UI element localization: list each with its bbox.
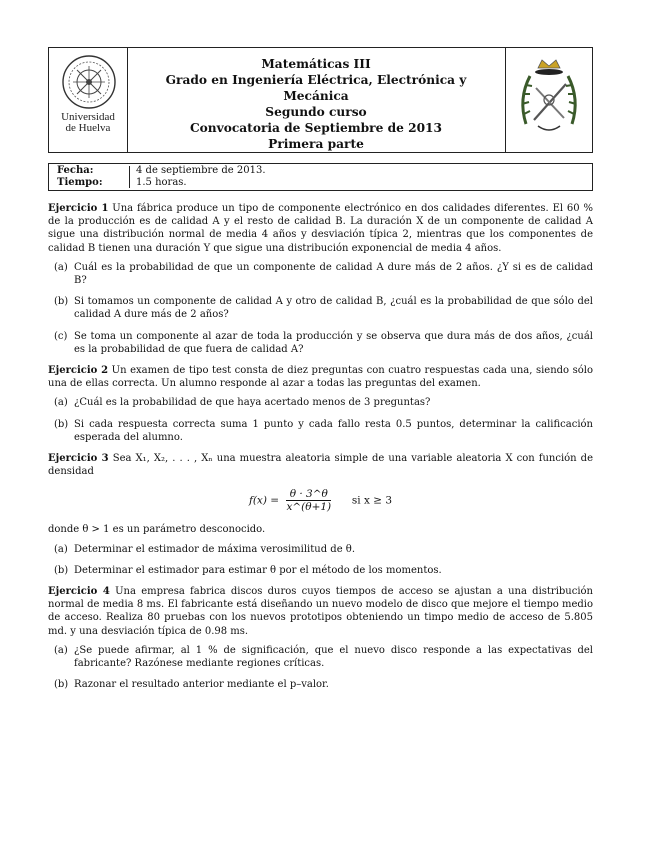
- course-year: Segundo curso: [265, 105, 367, 119]
- exam-content: [48, 202, 593, 699]
- item-text: Cuál es la probabilidad de que un componente de calidad A dure más de 2 años. ¿Y si es de calidad B?: [74, 261, 593, 287]
- exercise-2: [48, 364, 593, 444]
- header-divider-left: [127, 48, 128, 152]
- exercise-statement: Un examen de tipo test consta de diez preguntas con cuatro respuestas cada una, siendo sólo una de ellas correcta. Un alumno responde al azar a todas las preguntas del examen.: [48, 365, 593, 390]
- formula-numerator: θ · 3^θ: [286, 488, 331, 501]
- item-tag: (a): [54, 644, 68, 656]
- exercise-item: [48, 678, 593, 691]
- exercise-item: [48, 418, 593, 444]
- exam-info: [48, 163, 593, 191]
- exercise-statement: Sea X₁, X₂, . . . , Xₙ una muestra aleatoria simple de una variable aleatoria X con función de densidad: [48, 453, 594, 478]
- formula-condition: si x ≥ 3: [351, 494, 393, 507]
- exercise-4: [48, 585, 593, 691]
- item-text: Determinar el estimador para estimar θ por el método de los momentos.: [74, 564, 442, 576]
- exam-part: Primera parte: [268, 137, 364, 151]
- item-text: ¿Cuál es la probabilidad de que haya acertado menos de 3 preguntas?: [74, 397, 431, 409]
- time-label: Tiempo:: [57, 177, 103, 188]
- formula-denominator: x^(θ+1): [286, 501, 332, 514]
- item-tag: (b): [54, 564, 69, 576]
- item-tag: (b): [54, 679, 69, 691]
- item-text: Si tomamos un componente de calidad A y otro de calidad B, ¿cuál es la probabilidad de que sólo del calidad A dure más de 2 años?: [74, 296, 593, 321]
- exercise-item: [48, 564, 593, 577]
- item-tag: (a): [54, 261, 68, 273]
- item-tag: (b): [54, 296, 69, 308]
- degree-title: Grado en Ingeniería Eléctrica, Electrónica y Mecánica: [165, 73, 467, 103]
- date-value: 4 de septiembre de 2013.: [136, 165, 266, 176]
- university-name: Universidad de Huelva: [61, 111, 115, 134]
- exercise-item: [48, 295, 593, 321]
- date-label: Fecha:: [57, 165, 94, 176]
- exercise-title: Ejercicio 1: [48, 203, 109, 214]
- exercise-title: Ejercicio 3: [48, 453, 109, 465]
- exam-title-block: [131, 56, 501, 152]
- item-text: Determinar el estimador de máxima verosimilitud de θ.: [74, 543, 355, 555]
- item-text: Si cada respuesta correcta suma 1 punto y cada fallo resta 0.5 puntos, determinar la calificación esperada del alumno.: [74, 418, 593, 443]
- header-divider-right: [505, 48, 506, 152]
- info-divider: [129, 166, 130, 188]
- exercise-statement: Una empresa fabrica discos duros cuyos tiempos de acceso se ajustan a una distribución normal de media 8 ms. El fabricante está diseñando un nuevo modelo de disco que mejore el tiempo medio de acceso. Realiza 80 pruebas con los nuevos prototipos obteniendo un timpo medio de acceso de 5.805 md. y una desviación típica de 0.98 ms.: [48, 586, 594, 637]
- exercise-1: [48, 202, 593, 356]
- parameter-note: donde θ > 1 es un parámetro desconocido.: [48, 524, 266, 536]
- exercise-statement: Una fábrica produce un tipo de componente electrónico en dos calidades diferentes. El 60 % de la producción es de calidad A y el resto de calidad B. La duración X de un componente de calidad A sigue una distribución normal de media 4 años y desviación típica 2, mientras que los componentes de calidad B tienen una duración Y que sigue una distribución exponencial de media 4 años.: [48, 203, 594, 254]
- exercise-title: Ejercicio 4: [48, 586, 110, 598]
- exam-session: Convocatoria de Septiembre de 2013: [189, 121, 443, 135]
- exercise-title: Ejercicio 2: [48, 365, 109, 377]
- exercise-3: [48, 452, 593, 577]
- exercise-item: [48, 543, 593, 556]
- item-tag: (a): [54, 397, 68, 409]
- item-text: Razonar el resultado anterior mediante el p–valor.: [74, 679, 329, 691]
- item-tag: (b): [54, 418, 69, 430]
- exam-header: [48, 47, 593, 153]
- school-crest-icon: [512, 54, 586, 146]
- formula-fraction: [286, 488, 331, 513]
- exercise-item: [48, 330, 593, 356]
- exercise-item: [48, 644, 593, 670]
- item-text: Se toma un componente al azar de toda la producción y se observa que dura más de dos años, ¿cuál es la probabilidad de que fuera de calidad A?: [74, 330, 593, 355]
- formula-lhs: f(x) =: [248, 494, 280, 507]
- item-tag: (a): [54, 543, 68, 555]
- density-formula: [48, 488, 593, 513]
- exercise-item: [48, 261, 593, 287]
- course-title: Matemáticas III: [261, 57, 371, 71]
- item-tag: (c): [54, 330, 68, 342]
- exercise-item: [48, 396, 593, 409]
- item-text: ¿Se puede afirmar, al 1 % de significación, que el nuevo disco responde a las expectativas del fabricante? Razónese mediante regiones críticas.: [74, 644, 593, 670]
- time-value: 1.5 horas.: [136, 177, 187, 188]
